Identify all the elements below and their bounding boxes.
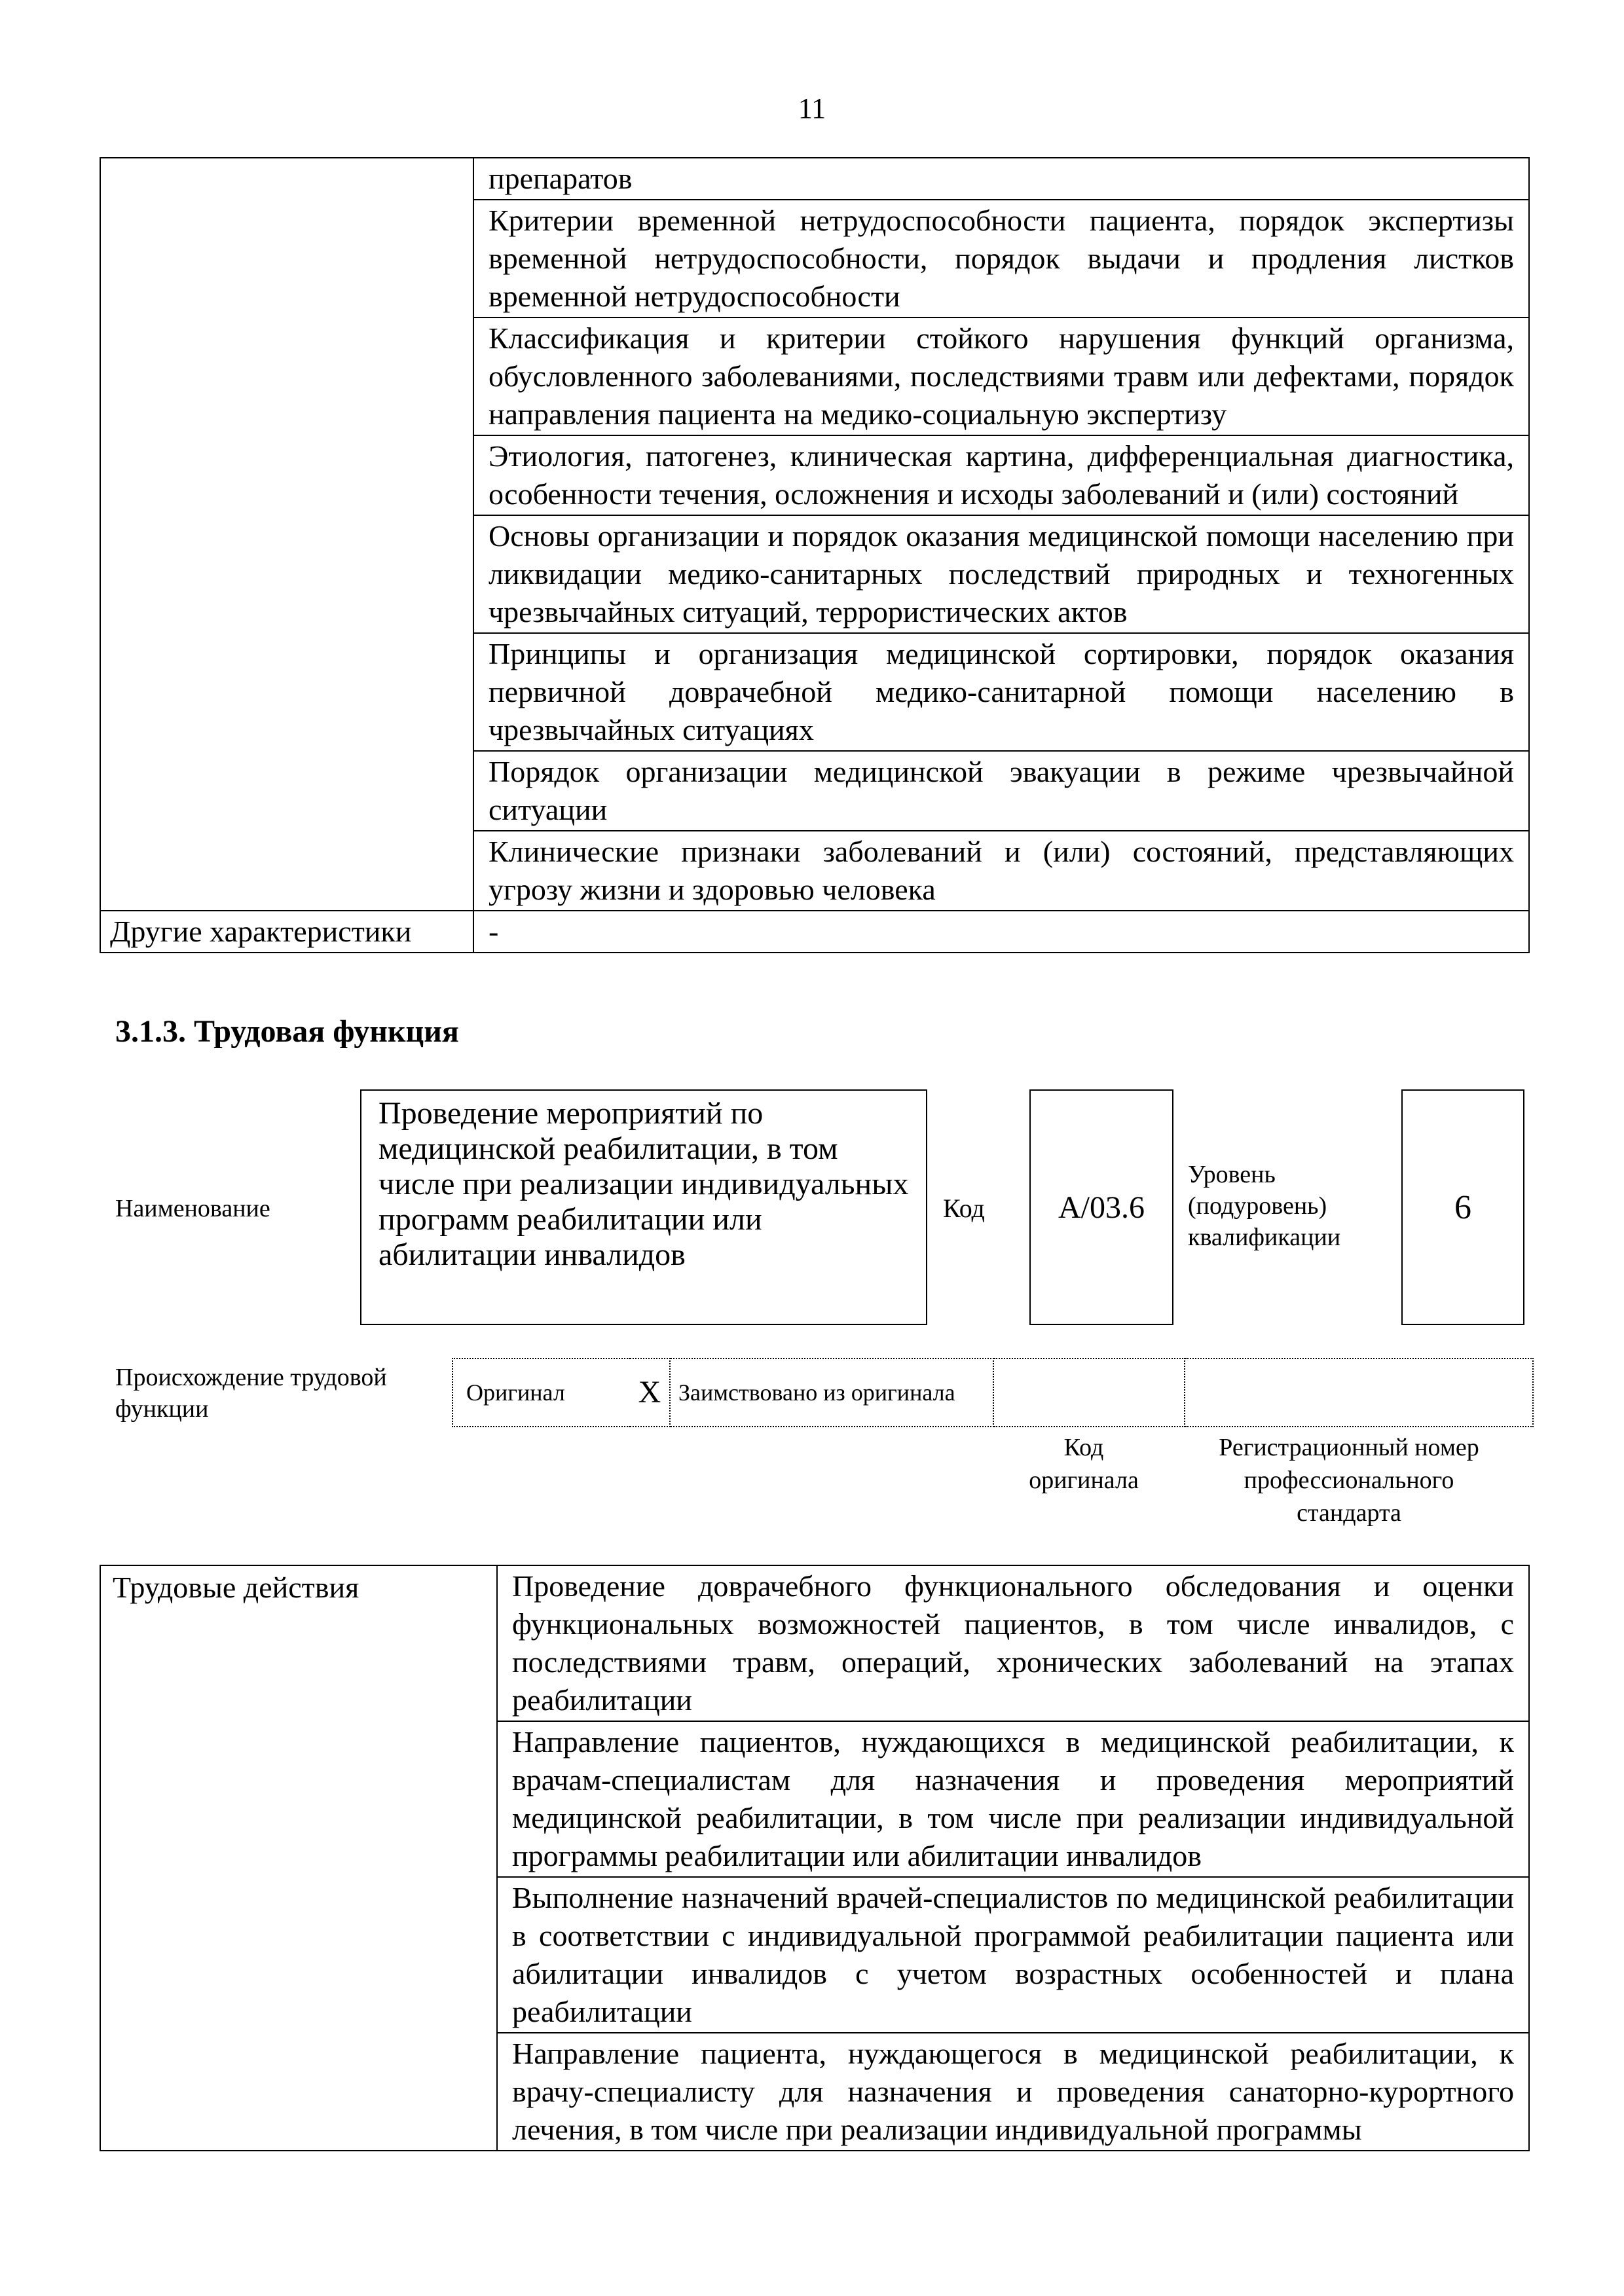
- action-item: Выполнение назначений врачей-специалистов по медицинской реабилитации в соответствии с индивидуальной программой реабилитации пациента или абилитации инвалидов с учетом возрастных особенностей и плана реабилитации: [497, 1877, 1529, 2033]
- knowledge-item: Критерии временной нетрудоспособности пациента, порядок экспертизы временной нетрудоспособности, порядок выдачи и продления листков временной нетрудоспособности: [473, 200, 1529, 318]
- origin-table: [452, 1358, 1534, 1427]
- knowledge-item: Классификация и критерии стойкого нарушения функций организма, обусловленного заболеваниями, последствиями травм или дефектами, порядок направления пациента на медико-социальную экспертизу: [473, 318, 1529, 435]
- registration-number-caption: Регистрационный номер профессионального стандарта: [1219, 1434, 1479, 1527]
- page-number: 11: [798, 92, 826, 124]
- knowledge-item: Принципы и организация медицинской сортировки, порядок оказания первичной доврачебной медико-санитарной помощи населению в чрезвычайных ситуациях: [473, 633, 1529, 751]
- action-item: Проведение доврачебного функционального обследования и оценки функциональных возможностей пациентов, в том числе инвалидов, с последствиями травм, операций, хронических заболеваний на этапах реабилитации: [497, 1565, 1529, 1721]
- knowledge-item: Порядок организации медицинской эвакуации в режиме чрезвычайной ситуации: [473, 751, 1529, 831]
- actions-table: [100, 1565, 1530, 2151]
- knowledge-item: препаратов: [473, 158, 1529, 200]
- knowledge-item: Клинические признаки заболеваний и (или) состояний, представляющих угрозу жизни и здоровью человека: [473, 831, 1529, 911]
- knowledge-item: Основы организации и порядок оказания медицинской помощи населению при ликвидации медико-санитарных последствий природных и техногенных чрезвычайных ситуаций, террористических актов: [473, 515, 1529, 633]
- level-box: 6: [1401, 1089, 1524, 1325]
- origin-code-caption: Код оригинала: [1029, 1434, 1139, 1494]
- name-label: Наименование: [115, 1195, 270, 1222]
- actions-label: Трудовые действия: [100, 1565, 497, 2151]
- original-label: Оригинал: [452, 1358, 630, 1427]
- other-characteristics-label: Другие характеристики: [100, 911, 473, 953]
- borrowed-label: Заимствовано из оригинала: [670, 1358, 993, 1427]
- registration-number-cell: [1185, 1358, 1533, 1427]
- action-item: Направление пациента, нуждающегося в медицинской реабилитации, к врачу-специалисту для назначения и проведения санаторно-курортного лечения, в том числе при реализации индивидуальной программы: [497, 2033, 1529, 2151]
- origin-code-cell: [993, 1358, 1185, 1427]
- level-label: Уровень (подуровень) квалификации: [1188, 1161, 1341, 1251]
- knowledge-item: Этиология, патогенез, клиническая картина, дифференциальная диагностика, особенности течения, осложнения и исходы заболеваний и (или) состояний: [473, 435, 1529, 515]
- action-item: Направление пациентов, нуждающихся в медицинской реабилитации, к врачам-специалистам для назначения и проведения мероприятий медицинской реабилитации, в том числе при реализации индивидуальной программы реабилитации или абилитации инвалидов: [497, 1721, 1529, 1877]
- knowledge-label-cell: [100, 158, 473, 911]
- section-heading: 3.1.3. Трудовая функция: [115, 1014, 459, 1049]
- code-box: A/03.6: [1029, 1089, 1173, 1325]
- function-name-box: Проведение мероприятий по медицинской реабилитации, в том числе при реализации индивидуальных программ реабилитации или абилитации инвалидов: [360, 1089, 927, 1325]
- other-characteristics-value: -: [473, 911, 1529, 953]
- code-label: Код: [943, 1194, 985, 1223]
- knowledge-table: [100, 157, 1530, 953]
- origin-label: Происхождение трудовой функции: [115, 1364, 387, 1423]
- original-mark: X: [630, 1358, 670, 1427]
